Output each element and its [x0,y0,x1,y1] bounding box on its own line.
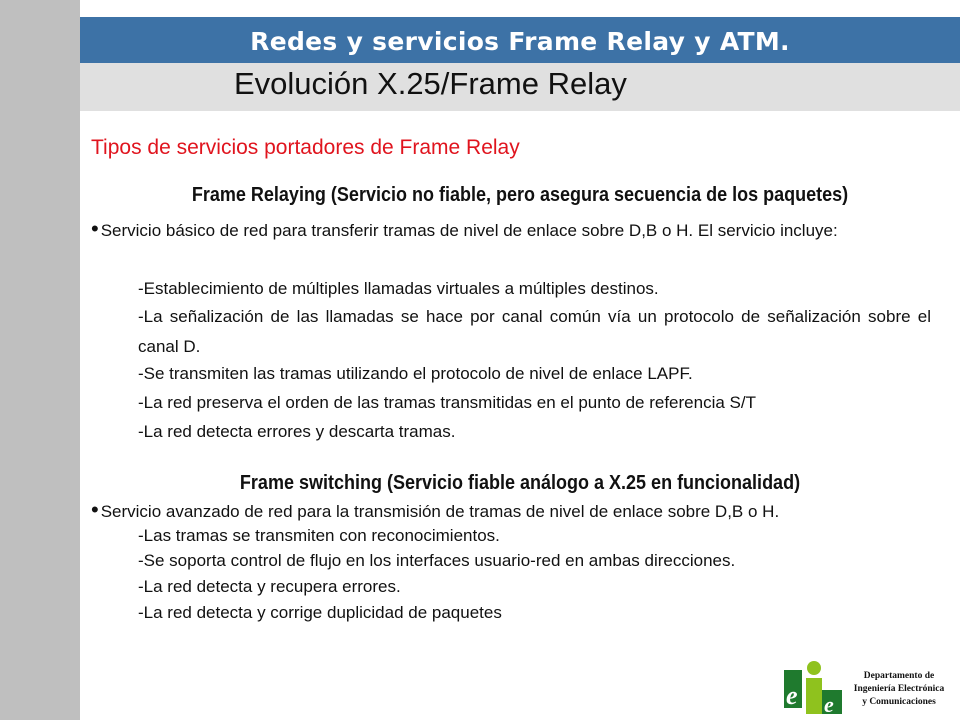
slide-header-title: Redes y servicios Frame Relay y ATM. [250,27,790,56]
section-title: Tipos de servicios portadores de Frame Relay [91,136,520,159]
switching-item: -Las tramas se transmiten con reconocimientos. [138,526,500,545]
bullet-icon: • [91,216,99,241]
relaying-bullet [91,215,931,245]
department-name-line: Departamento de [863,671,935,681]
bullet-icon: • [91,497,99,522]
relaying-item: -Establecimiento de múltiples llamadas virtuales a múltiples destinos. [138,279,659,298]
switching-heading: Frame switching (Servicio fiable análogo a X.25 en funcionalidad) [239,472,801,494]
switching-item: -Se soporta control de flujo en los interfaces usuario-red en ambas direcciones. [138,551,736,570]
relaying-bullet-text: Servicio básico de red para transferir tramas de nivel de enlace sobre D,B o H. El servicio incluye: [100,221,838,240]
relaying-item: -La red detecta errores y descarta tramas. [138,422,456,441]
svg-text:e: e [786,681,798,710]
relaying-heading: Frame Relaying (Servicio no fiable, pero asegura secuencia de los paquetes) [191,184,849,206]
svg-text:e: e [824,692,834,714]
department-name [840,670,958,709]
switching-item: -La red detecta y recupera errores. [138,577,401,596]
switching-item: -La red detecta y corrige duplicidad de paquetes [138,603,502,622]
department-name-line: Ingeniería Electrónica [853,684,945,694]
relaying-item: -La señalización de las llamadas se hace por canal común vía un protocolo de señalización sobre el canal D. [138,307,931,356]
switching-bullet [91,498,931,524]
relaying-item: -La red preserva el orden de las tramas transmitidas en el punto de referencia S/T [138,393,756,412]
slide-subtitle: Evolución X.25/Frame Relay [234,66,627,101]
switching-bullet-text: Servicio avanzado de red para la transmisión de tramas de nivel de enlace sobre D,B o H. [100,502,780,521]
department-name-line: y Comunicaciones [862,697,936,707]
relaying-item: -Se transmiten las tramas utilizando el protocolo de nivel de enlace LAPF. [138,364,693,383]
side-strip [0,0,80,720]
